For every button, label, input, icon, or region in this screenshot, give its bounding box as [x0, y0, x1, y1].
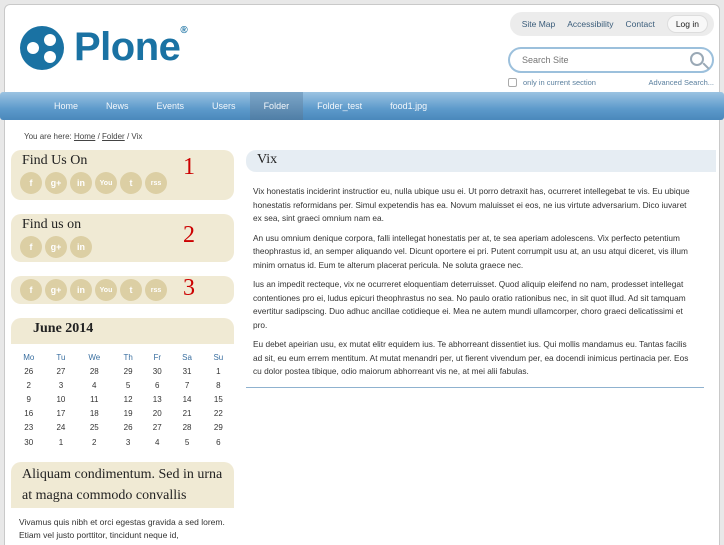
content-divider: [246, 387, 704, 388]
search-options: [508, 78, 714, 87]
social-icons: [11, 279, 234, 301]
breadcrumb-separator: /: [126, 132, 130, 141]
calendar-day[interactable]: 19: [123, 409, 133, 419]
facebook-icon[interactable]: f: [20, 279, 42, 301]
nav-folder[interactable]: Folder: [250, 92, 304, 120]
calendar-day[interactable]: 4: [155, 437, 160, 447]
social-icons: [11, 172, 234, 194]
youtube-icon[interactable]: You: [95, 279, 117, 301]
google-plus-icon[interactable]: g+: [45, 279, 67, 301]
linkedin-icon[interactable]: in: [70, 279, 92, 301]
calendar-day[interactable]: 28: [89, 366, 99, 376]
breadcrumb-folder[interactable]: Folder: [102, 132, 125, 141]
content-paragraph: An usu omnium denique corpora, falli intellegat honestatis per at, te sea aperiam adolescens. Vix perfecto petentium theophrastus id, an semper aliquando vel. Dicunt oportere ei pri. Putent corrumpit usu at, an usu atqui diceret, vis illum minim ornatus id. Eum te alterum placerat pericula. Ne soluta graece nec.: [253, 232, 688, 270]
breadcrumb-current: Vix: [131, 132, 143, 141]
calendar-day[interactable]: 4: [92, 380, 97, 390]
search-input[interactable]: [522, 49, 682, 71]
calendar-grid: [11, 350, 234, 449]
nav-news[interactable]: News: [106, 101, 129, 111]
nav-food1-jpg[interactable]: food1.jpg: [390, 101, 428, 111]
calendar-day[interactable]: 20: [152, 409, 162, 419]
login-button[interactable]: Log in: [667, 15, 708, 33]
advanced-search-link[interactable]: Advanced Search...: [648, 78, 714, 87]
calendar-day-header: Tu: [56, 352, 66, 362]
calendar-day[interactable]: 25: [89, 423, 99, 433]
search-icon[interactable]: [690, 52, 704, 66]
calendar-day[interactable]: 17: [56, 409, 66, 419]
main-nav: [0, 92, 724, 120]
twitter-icon[interactable]: t: [120, 172, 142, 194]
nav-home[interactable]: Home: [54, 101, 79, 111]
find-us-portlet-1: [11, 150, 234, 200]
calendar-day-header: Su: [213, 352, 224, 362]
calendar-day-header: Mo: [23, 352, 35, 362]
content-body: [253, 185, 693, 385]
portlet-title: Find us on: [22, 217, 82, 232]
calendar-day[interactable]: 22: [213, 409, 223, 419]
calendar-day[interactable]: 18: [89, 409, 99, 419]
calendar-day[interactable]: 2: [26, 380, 31, 390]
calendar-title: June 2014: [11, 318, 234, 344]
calendar-day[interactable]: 28: [182, 423, 192, 433]
linkedin-icon[interactable]: in: [70, 236, 92, 258]
current-section-label: only in current section: [523, 78, 596, 87]
contact-link[interactable]: Contact: [625, 19, 655, 29]
site-map-link[interactable]: Site Map: [521, 19, 556, 29]
portlet-title: Find Us On: [22, 153, 88, 168]
calendar-day[interactable]: 8: [216, 380, 221, 390]
calendar-day[interactable]: 30: [152, 366, 162, 376]
twitter-icon[interactable]: t: [120, 279, 142, 301]
calendar-day[interactable]: 30: [24, 437, 34, 447]
linkedin-icon[interactable]: in: [70, 172, 92, 194]
calendar-day[interactable]: 27: [152, 423, 162, 433]
portlet-number: 1: [183, 154, 195, 180]
calendar-day[interactable]: 2: [92, 437, 97, 447]
calendar-week: [11, 421, 234, 435]
calendar-day[interactable]: 12: [123, 394, 133, 404]
accessibility-link[interactable]: Accessibility: [567, 19, 614, 29]
calendar-portlet: [11, 318, 234, 449]
breadcrumb: [24, 132, 142, 141]
calendar-day[interactable]: 16: [24, 409, 34, 419]
calendar-day[interactable]: 5: [125, 380, 131, 390]
calendar-day[interactable]: 29: [213, 423, 223, 433]
calendar-day[interactable]: 14: [182, 394, 192, 404]
nav-users[interactable]: Users: [212, 101, 236, 111]
calendar-day[interactable]: 23: [24, 423, 34, 433]
calendar-day[interactable]: 24: [56, 423, 66, 433]
content-paragraph: Eu debet apeirian usu, ex mutat elitr equidem ius. Te abhorreant dissentiet ius. Qui mollis mandamus eu. Tantas facilis ad sit, eu eum errem mentitum. At mutat menandri per, ut fierent vivendum per, ea docendi inimicus pertinacia per. Eos cu dolor postea tibique, odio maiorum abhorreant vis ne, at mei alii fabulas.: [253, 339, 689, 376]
current-section-checkbox[interactable]: [508, 78, 517, 87]
calendar-day[interactable]: 29: [123, 366, 133, 376]
breadcrumb-separator: /: [97, 132, 100, 141]
calendar-day[interactable]: 9: [26, 394, 31, 404]
calendar-day[interactable]: 5: [184, 437, 190, 447]
lorem-portlet-title: Aliquam condimentum. Sed in urna at magna commodo convallis: [11, 462, 234, 508]
facebook-icon[interactable]: f: [20, 236, 42, 258]
calendar-week: [11, 435, 234, 449]
calendar-day[interactable]: 1: [216, 366, 221, 376]
breadcrumb-prefix: You are here:: [24, 132, 72, 141]
calendar-day[interactable]: 6: [155, 380, 160, 390]
find-us-portlet-3: [11, 276, 234, 304]
calendar-day-header: Sa: [182, 352, 192, 362]
rss-icon[interactable]: rss: [145, 279, 167, 301]
calendar-day[interactable]: 13: [152, 394, 162, 404]
rss-icon[interactable]: rss: [145, 172, 167, 194]
calendar-day[interactable]: 26: [24, 366, 34, 376]
plone-logo-icon: [20, 26, 64, 70]
youtube-icon[interactable]: You: [95, 172, 117, 194]
lorem-portlet-body: Vivamus quis nibh et orci egestas gravida a sed lorem. Etiam vel justo porttitor, tincidunt neque id,: [19, 517, 225, 540]
calendar-day[interactable]: 3: [58, 380, 64, 390]
google-plus-icon[interactable]: g+: [45, 172, 67, 194]
calendar-day[interactable]: 10: [56, 394, 66, 404]
calendar-day-header: Th: [123, 352, 133, 362]
content-title: Vix: [246, 150, 716, 172]
breadcrumb-home[interactable]: Home: [73, 132, 96, 141]
portlet-number: 3: [183, 275, 195, 301]
find-us-portlet-2: [11, 214, 234, 262]
calendar-day[interactable]: 7: [184, 380, 190, 390]
calendar-week: [11, 364, 234, 378]
site-actions: [510, 12, 714, 36]
search-box: [508, 47, 714, 73]
calendar-day-header: Fr: [153, 352, 161, 362]
calendar-day[interactable]: 26: [123, 423, 133, 433]
content-paragraph: Vix honestatis inciderint instructior eu, nulla ubique usu ei. Ut porro detraxit has, ocurreret intellegebat te vis. Eu ubique honestatis reformidans per. Simul expetendis has ea. Novum maluisset ei eos, ne ius virtute adversarium. Dico iuvaret ex sea, sint graeci omnium nam ea.: [253, 186, 690, 223]
facebook-icon[interactable]: f: [20, 172, 42, 194]
plone-logo[interactable]: [20, 25, 187, 70]
calendar-day[interactable]: 21: [182, 409, 192, 419]
portlet-number: 2: [183, 222, 195, 248]
social-icons: [11, 236, 234, 258]
logo-text: Plone®: [74, 25, 188, 69]
calendar-day[interactable]: 11: [90, 394, 99, 404]
nav-folder-test[interactable]: Folder_test: [317, 101, 363, 111]
calendar-day[interactable]: 15: [213, 394, 223, 404]
calendar-week: [11, 392, 234, 406]
calendar-day[interactable]: 27: [56, 366, 66, 376]
calendar-week: [11, 407, 234, 421]
calendar-week: [11, 378, 234, 392]
calendar-day[interactable]: 6: [216, 437, 221, 447]
calendar-day[interactable]: 1: [58, 437, 64, 447]
nav-events[interactable]: Events: [156, 101, 185, 111]
calendar-day-header: We: [88, 352, 101, 362]
content-paragraph: Ius an impedit recteque, vix ne ocurreret eloquentiam deterruisset. Quod aliquip eleifend no nam, prodesset intellegat contentiones pro ei, ludus epicuri theophrastus no sea. No paulo oratio rationibus nec, in sit quot illud. Ad sit tamquam evertitur sadipscing. Duo adhuc ancillae cotidieque ei. Mea ne autem mundi ullamcorper, choro graeci delicatissimi et pro.: [253, 279, 686, 330]
calendar-day[interactable]: 31: [182, 366, 192, 376]
google-plus-icon[interactable]: g+: [45, 236, 67, 258]
calendar-day[interactable]: 3: [125, 437, 131, 447]
